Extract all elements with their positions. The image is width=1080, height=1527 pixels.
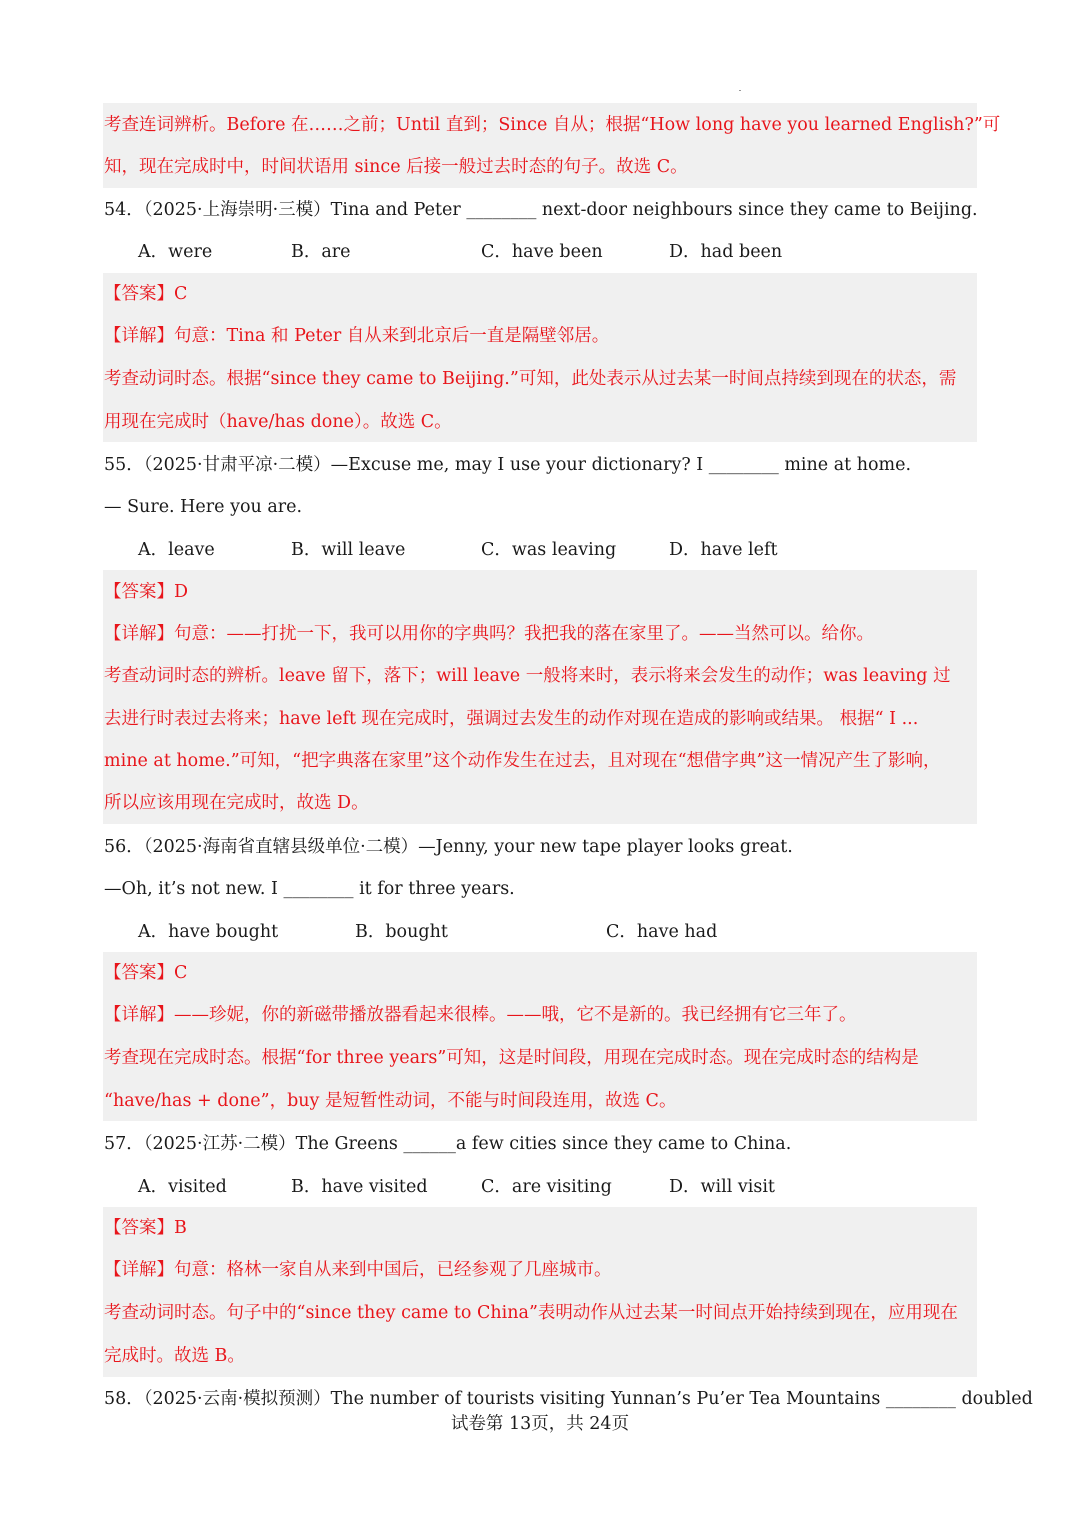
option-b: B．will leave [291, 540, 406, 560]
option-c: C．are visiting [481, 1177, 612, 1197]
option-a: A．visited [138, 1177, 227, 1197]
option-d: D．will visit [669, 1177, 775, 1197]
explanation-line: 去进行时表过去将来；have left 现在完成时，强调过去发生的动作对现在造成的影响或结果。 根据“ I ... [104, 709, 919, 729]
option-b: B．bought [355, 922, 448, 942]
answer-label: 【答案】B [104, 1218, 187, 1238]
detail-line: 【详解】句意：Tina 和 Peter 自从来到北京后一直是隔壁邻居。 [104, 326, 610, 346]
explanation-line: 用现在完成时（have/has done）。故选 C。 [104, 412, 452, 432]
explanation-line: 考查连词辨析。Before 在……之前；Until 直到；Since 自从；根据“How long have you learned English?”可 [104, 115, 1001, 135]
option-a: A．leave [138, 540, 215, 560]
explanation-line: 考查动词时态的辨析。leave 留下，落下；will leave 一般将来时，表示将来会发生的动作；was leaving 过 [104, 666, 951, 686]
question-stem: 55．（2025·甘肃平凉·二模）—Excuse me, may I use your dictionary? I ________ mine at home. [104, 455, 912, 475]
detail-line: 【详解】——珍妮，你的新磁带播放器看起来很棒。——哦，它不是新的。我已经拥有它三年了。 [104, 1005, 857, 1025]
option-c: C．have been [481, 242, 603, 262]
option-b: B．are [291, 242, 351, 262]
option-b: B．have visited [291, 1177, 428, 1197]
explanation-line: 所以应该用现在完成时，故选 D。 [104, 793, 369, 813]
page-footer: 试卷第 13页，共 24页 [450, 1414, 630, 1434]
answer-label: 【答案】D [104, 582, 189, 602]
explanation-line: 考查动词时态。句子中的“since they came to China”表明动作从过去某一时间点开始持续到现在，应用现在 [104, 1303, 958, 1323]
answer-label: 【答案】C [104, 284, 188, 304]
explanation-line: mine at home.”可知，“把字典落在家里”这个动作发生在过去，且对现在“想借字典”这一情况产生了影响， [104, 751, 941, 771]
question-stem: 58．（2025·云南·模拟预测）The number of tourists visiting Yunnan’s Pu’er Tea Mountains ________ doubled [104, 1389, 1033, 1409]
option-d: D．have left [669, 540, 778, 560]
question-stem-line2: —Oh, it’s not new. I ________ it for three years. [104, 879, 515, 899]
option-c: C．was leaving [481, 540, 617, 560]
explanation-line: 考查现在完成时态。根据“for three years”可知，这是时间段，用现在完成时态。现在完成时态的结构是 [104, 1048, 919, 1068]
explanation-line: “have/has + done”，buy 是短暂性动词，不能与时间段连用，故选 C。 [104, 1091, 677, 1111]
explanation-line: 完成时。故选 B。 [104, 1346, 245, 1366]
answer-box [103, 570, 977, 824]
option-d: D．had been [669, 242, 783, 262]
option-c: C．have had [606, 922, 718, 942]
option-a: A．were [138, 242, 213, 262]
explanation-line: 考查动词时态。根据“since they came to Beijing.”可知，此处表示从过去某一时间点持续到现在的状态，需 [104, 369, 957, 389]
question-stem: 54．（2025·上海崇明·三模）Tina and Peter ________ next-door neighbours since they came to Beijing. [104, 200, 978, 220]
scan-dot [739, 90, 741, 91]
explanation-line: 知，现在完成时中，时间状语用 since 后接一般过去时态的句子。故选 C。 [104, 157, 688, 177]
option-a: A．have bought [138, 922, 279, 942]
detail-line: 【详解】句意：格林一家自从来到中国后，已经参观了几座城市。 [104, 1260, 612, 1280]
question-stem: 56．（2025·海南省直辖县级单位·二模）—Jenny, your new tape player looks great. [104, 837, 793, 857]
detail-line: 【详解】句意：——打扰一下，我可以用你的字典吗？我把我的落在家里了。——当然可以。给你。 [104, 624, 874, 644]
question-stem: 57．（2025·江苏·二模）The Greens ______a few cities since they came to China. [104, 1134, 792, 1154]
question-stem-line2: — Sure. Here you are. [104, 497, 303, 517]
answer-label: 【答案】C [104, 963, 188, 983]
